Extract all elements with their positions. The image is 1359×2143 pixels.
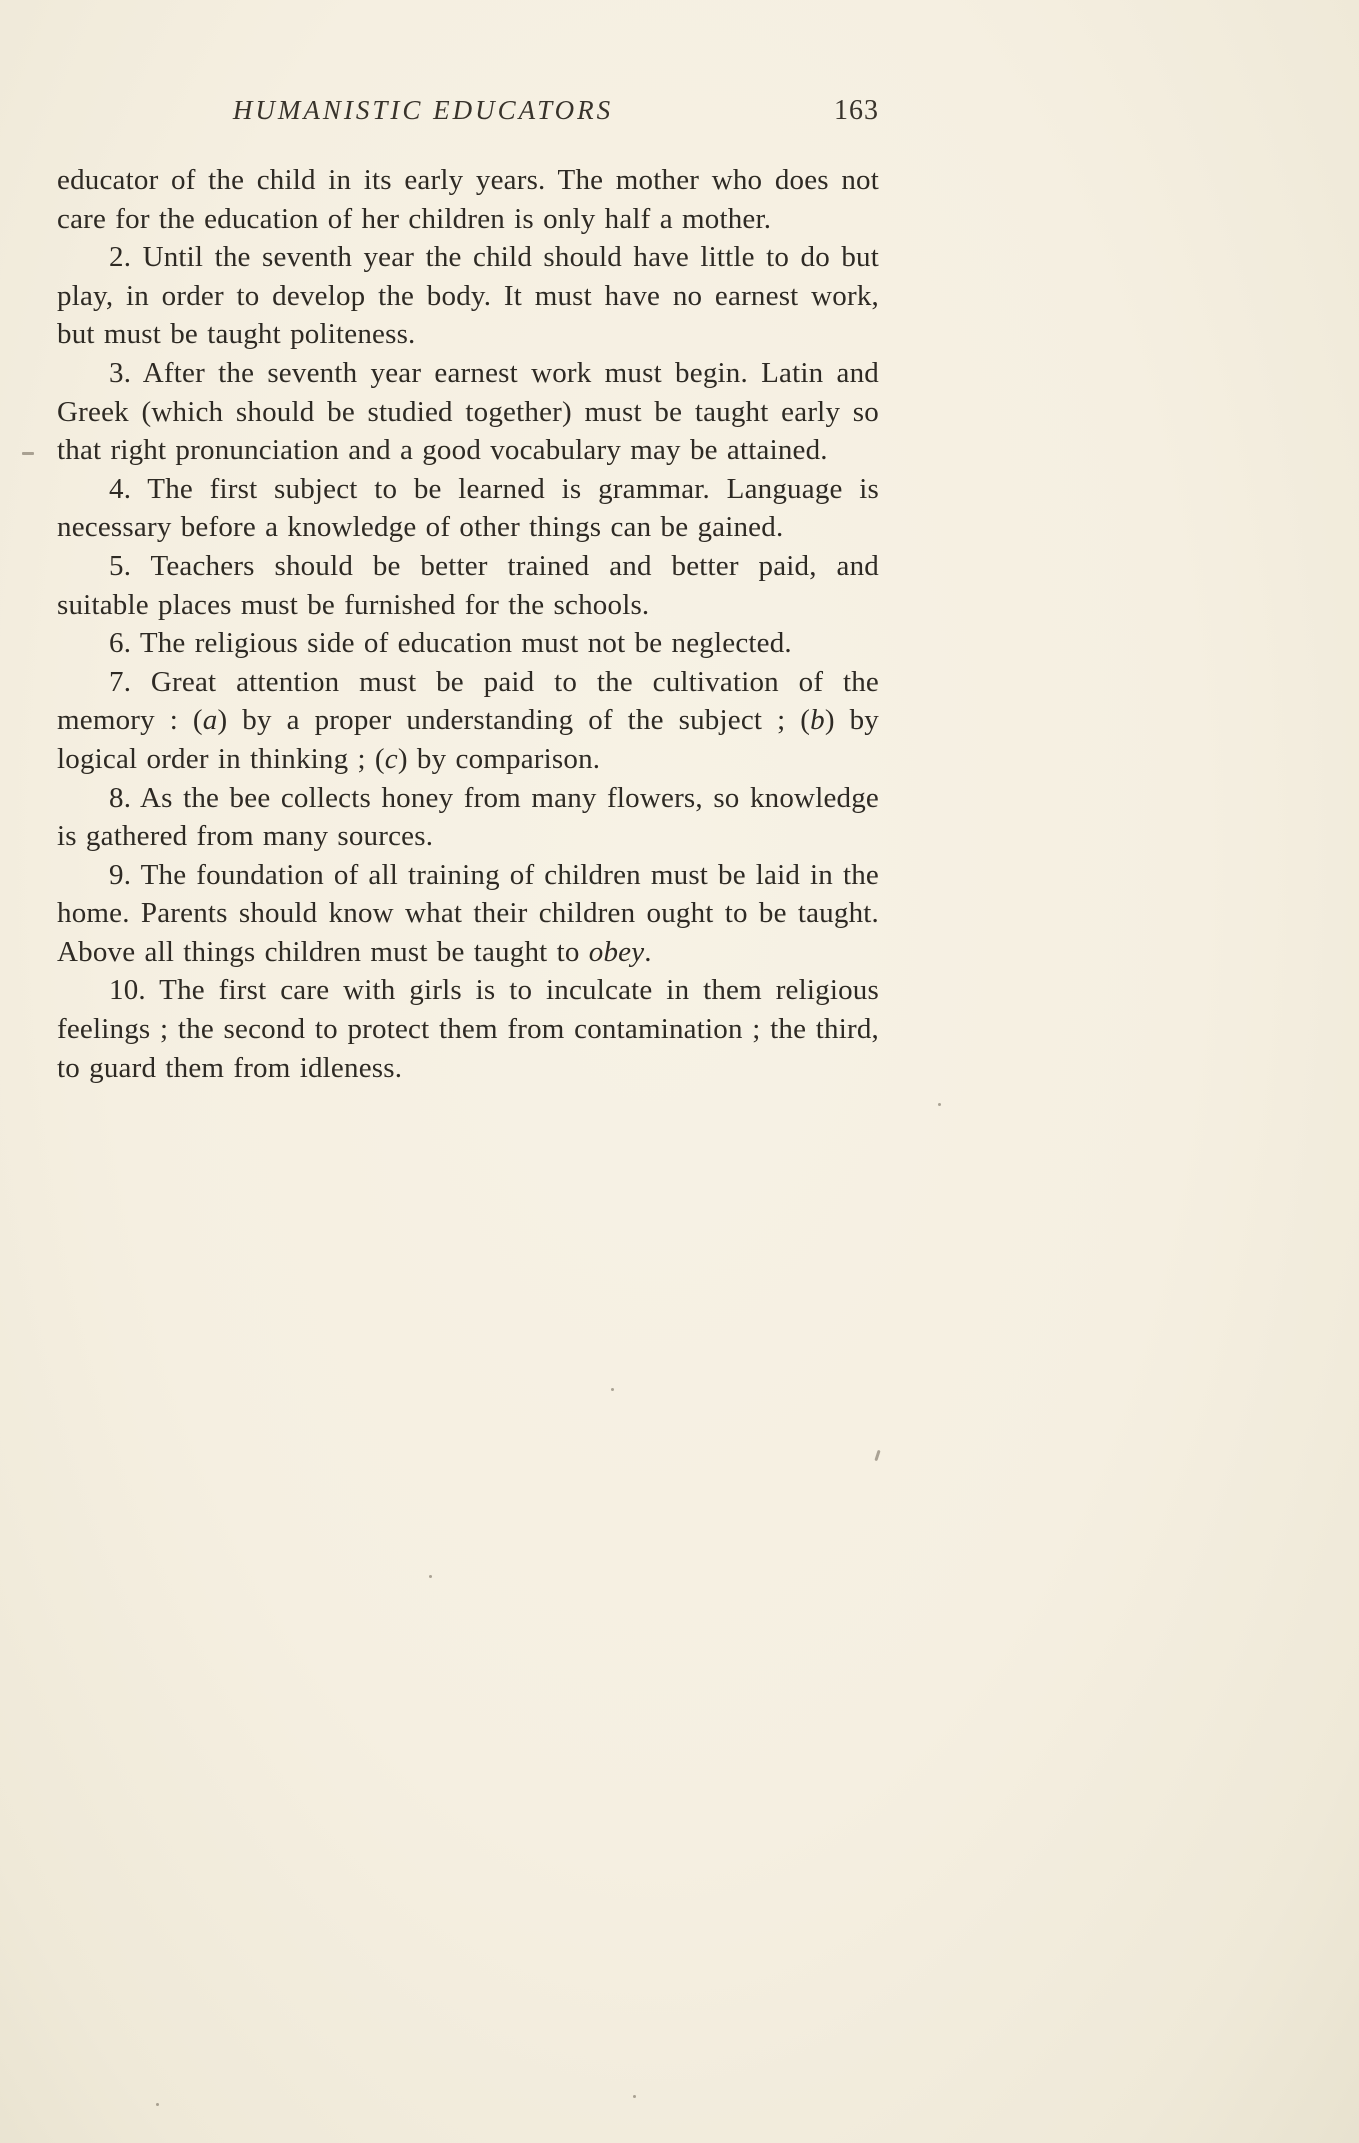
italic-text: b [810, 704, 825, 737]
body-text: 9. The foundation of all training of children must be laid in the home. Parents should know what their children ought to be taught. Above all things children must be taught to [57, 858, 879, 968]
page-number: 163 [834, 95, 879, 126]
body-text: 6. The religious side of education must not be neglected. [109, 627, 792, 660]
text-column [57, 95, 879, 1087]
body-text: 4. The first subject to be learned is grammar. Language is necessary before a knowledge of other things can be gained. [57, 472, 879, 544]
paragraph [57, 547, 879, 624]
body-text: 7. Great attention must be paid to the cultivation of the memory : ( [57, 665, 879, 737]
paragraph [57, 470, 879, 547]
body-text: ) by logical order in thinking ; ( [57, 704, 879, 775]
paragraph [57, 971, 879, 1087]
italic-text: a [202, 704, 218, 737]
body-text: ) by a proper understanding of the subject ; ( [217, 704, 811, 737]
body-text: 3. After the seventh year earnest work must begin. Latin and Greek (which should be studied together) must be taught early so that right pronunciation and a good vocabulary may be attained. [57, 356, 879, 467]
page-body [57, 161, 879, 1087]
scan-speck [874, 1450, 880, 1461]
body-text: . [644, 935, 652, 968]
scan-speck [633, 2095, 636, 2098]
body-text: 2. Until the seventh year the child should have little to do but play, in order to develop the body. It must have no earnest work, but must be taught politeness. [57, 241, 879, 351]
scan-speck [429, 1575, 432, 1578]
running-head [57, 95, 879, 129]
body-text: ) by comparison. [397, 742, 601, 775]
scan-speck [22, 452, 34, 455]
scan-speck [611, 1388, 614, 1391]
paragraph [57, 779, 879, 856]
paragraph [57, 624, 879, 663]
paragraph [57, 238, 879, 354]
body-text: 10. The first care with girls is to inculcate in them religious feelings ; the second to protect them from contamination ; the third, to guard them from idleness. [57, 974, 879, 1084]
body-text: 8. As the bee collects honey from many flowers, so knowledge is gathered from many sources. [57, 781, 879, 853]
paragraph [57, 663, 879, 779]
paragraph [57, 354, 879, 470]
body-text: 5. Teachers should be better trained and better paid, and suitable places must be furnished for the schools. [57, 549, 879, 621]
running-head-title: HUMANISTIC EDUCATORS [232, 95, 614, 125]
scan-speck [938, 1103, 941, 1106]
paragraph [57, 856, 879, 972]
italic-text: obey [588, 935, 645, 968]
italic-text: c [384, 742, 398, 775]
paragraph [57, 161, 879, 238]
body-text: educator of the child in its early years. The mother who does not care for the education of her children is only half a mother. [57, 164, 879, 235]
scan-speck [156, 2103, 159, 2106]
